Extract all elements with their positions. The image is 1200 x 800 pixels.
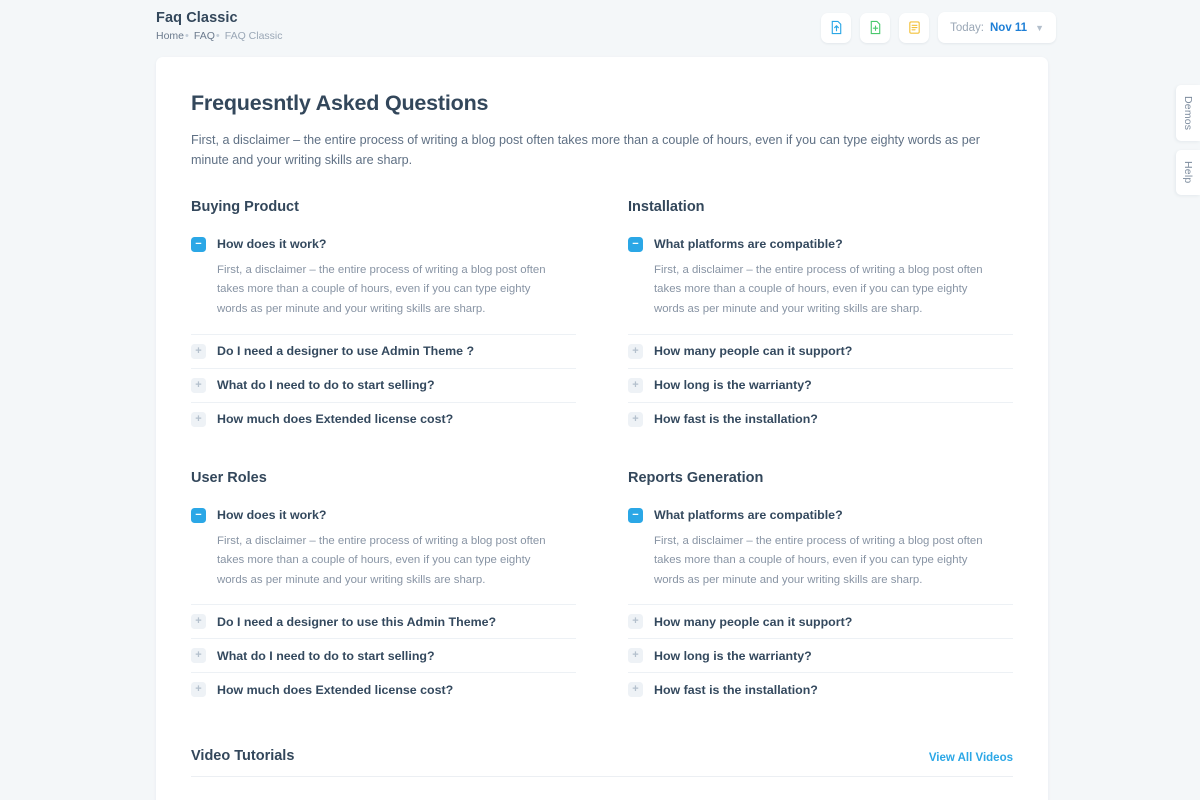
title-block [156, 10, 283, 42]
faq-question-row[interactable] [628, 639, 1013, 672]
collapse-icon[interactable]: − [628, 237, 643, 252]
breadcrumb [156, 30, 283, 42]
faq-question-row[interactable] [628, 499, 1013, 532]
faq-question-row[interactable] [628, 335, 1013, 368]
faq-item [191, 499, 576, 606]
spreadsheet-button[interactable] [860, 13, 890, 43]
faq-group-user-roles [191, 470, 576, 707]
faq-group-title: Buying Product [191, 198, 299, 215]
faq-intro: First, a disclaimer – the entire process of writing a blog post often takes more than a couple of hours, even if you can type eighty words as per minute and your writing skills are sharp. [191, 133, 980, 168]
faq-question-row[interactable] [191, 499, 576, 532]
faq-answer: First, a disclaimer – the entire process of writing a blog post often takes more than a couple of hours, even if you can type eighty words as per minute and your writing skills are sharp. [217, 534, 546, 586]
faq-question: How fast is the installation? [654, 682, 818, 697]
faq-item [191, 403, 576, 436]
top-actions [821, 10, 1056, 43]
faq-question: Do I need a designer to use this Admin Theme? [217, 614, 497, 629]
faq-item [628, 228, 1013, 335]
faq-item [628, 499, 1013, 606]
faq-item [628, 369, 1013, 403]
faq-question: How much does Extended license cost? [217, 682, 454, 697]
breadcrumb-item-faq[interactable]: FAQ [193, 30, 215, 42]
chevron-down-icon: ▼ [1035, 22, 1044, 33]
breadcrumb-separator-icon: • [215, 30, 220, 42]
faq-question: How does it work? [217, 508, 327, 523]
collapse-icon[interactable]: − [191, 508, 206, 523]
faq-group-title: Installation [628, 198, 705, 215]
collapse-icon[interactable]: − [191, 237, 206, 252]
faq-item [191, 639, 576, 673]
expand-icon[interactable]: + [628, 648, 643, 663]
date-value: Nov 11 [990, 21, 1028, 34]
divider [191, 776, 1013, 777]
video-tutorials-title: Video Tutorials [191, 748, 295, 765]
faq-group-buying-product [191, 199, 576, 436]
faq-column-left [191, 199, 576, 707]
document-upload-button[interactable] [821, 13, 851, 43]
expand-icon[interactable]: + [191, 412, 206, 427]
document-upload-icon [829, 20, 844, 35]
faq-question-row[interactable] [628, 369, 1013, 402]
breadcrumb-separator-icon: • [185, 30, 189, 42]
faq-question-row[interactable] [191, 639, 576, 672]
faq-item [628, 403, 1013, 436]
faq-question: How much does Extended license cost? [217, 412, 454, 427]
expand-icon[interactable]: + [191, 614, 206, 629]
faq-question: How long is the warrianty? [654, 648, 812, 663]
faq-answer: First, a disclaimer – the entire process of writing a blog post often takes more than a couple of hours, even if you can type eighty words as per minute and your writing skills are sharp. [654, 263, 983, 315]
faq-item [628, 335, 1013, 369]
faq-question-row[interactable] [191, 335, 576, 368]
view-all-videos-link[interactable]: View All Videos [928, 752, 1013, 765]
faq-item [191, 228, 576, 335]
date-picker[interactable] [938, 12, 1056, 43]
faq-question: How many people can it support? [654, 614, 853, 629]
faq-question: How fast is the installation? [654, 412, 818, 427]
faq-question: What do I need to do to start selling? [217, 648, 435, 663]
video-tutorials-header [191, 748, 1013, 764]
top-bar [156, 0, 1056, 56]
expand-icon[interactable]: + [628, 412, 643, 427]
faq-question: How long is the warrianty? [654, 378, 812, 393]
breadcrumb-item-home[interactable]: Home [156, 30, 185, 42]
notes-icon [907, 20, 922, 35]
expand-icon[interactable]: + [191, 378, 206, 393]
faq-question: What do I need to do to start selling? [217, 378, 435, 393]
date-label: Today: [950, 21, 984, 34]
expand-icon[interactable]: + [191, 648, 206, 663]
expand-icon[interactable]: + [191, 344, 206, 359]
faq-item [628, 673, 1013, 706]
faq-item [191, 605, 576, 639]
page-title: Faq Classic [156, 10, 238, 26]
faq-item [191, 369, 576, 403]
faq-column-right [628, 199, 1013, 707]
faq-columns [191, 199, 1013, 707]
faq-question: What platforms are compatible? [654, 508, 843, 523]
faq-question: What platforms are compatible? [654, 237, 843, 252]
expand-icon[interactable]: + [628, 614, 643, 629]
faq-item [191, 335, 576, 369]
breadcrumb-item-current: FAQ Classic [224, 30, 283, 42]
right-rail [1176, 85, 1200, 195]
expand-icon[interactable]: + [628, 378, 643, 393]
faq-question-row[interactable] [628, 673, 1013, 706]
faq-answer: First, a disclaimer – the entire process of writing a blog post often takes more than a couple of hours, even if you can type eighty words as per minute and your writing skills are sharp. [654, 534, 983, 586]
notes-button[interactable] [899, 13, 929, 43]
faq-question-row[interactable] [191, 605, 576, 638]
faq-card [156, 57, 1048, 800]
faq-group-installation [628, 199, 1013, 436]
faq-question-row[interactable] [191, 673, 576, 706]
faq-question: Do I need a designer to use Admin Theme ? [217, 344, 475, 359]
faq-item [628, 639, 1013, 673]
collapse-icon[interactable]: − [628, 508, 643, 523]
faq-group-title: Reports Generation [628, 469, 764, 486]
faq-item [628, 605, 1013, 639]
expand-icon[interactable]: + [628, 344, 643, 359]
faq-question: How does it work? [217, 237, 327, 252]
expand-icon[interactable]: + [628, 682, 643, 697]
faq-question-row[interactable] [191, 369, 576, 402]
faq-question-row[interactable] [191, 228, 576, 261]
faq-answer: First, a disclaimer – the entire process of writing a blog post often takes more than a couple of hours, even if you can type eighty words as per minute and your writing skills are sharp. [217, 263, 546, 315]
expand-icon[interactable]: + [191, 682, 206, 697]
faq-question-row[interactable] [628, 403, 1013, 436]
faq-heading: Frequesntly Asked Questions [191, 91, 489, 115]
rail-tab-help[interactable]: Help [1176, 150, 1200, 194]
faq-question-row[interactable] [628, 228, 1013, 261]
faq-group-reports-generation [628, 470, 1013, 707]
rail-tab-demos[interactable]: Demos [1176, 85, 1200, 141]
faq-item [191, 673, 576, 706]
faq-question-row[interactable] [191, 403, 576, 436]
faq-question-row[interactable] [628, 605, 1013, 638]
spreadsheet-icon [868, 20, 883, 35]
faq-group-title: User Roles [191, 469, 267, 486]
faq-question: How many people can it support? [654, 344, 853, 359]
